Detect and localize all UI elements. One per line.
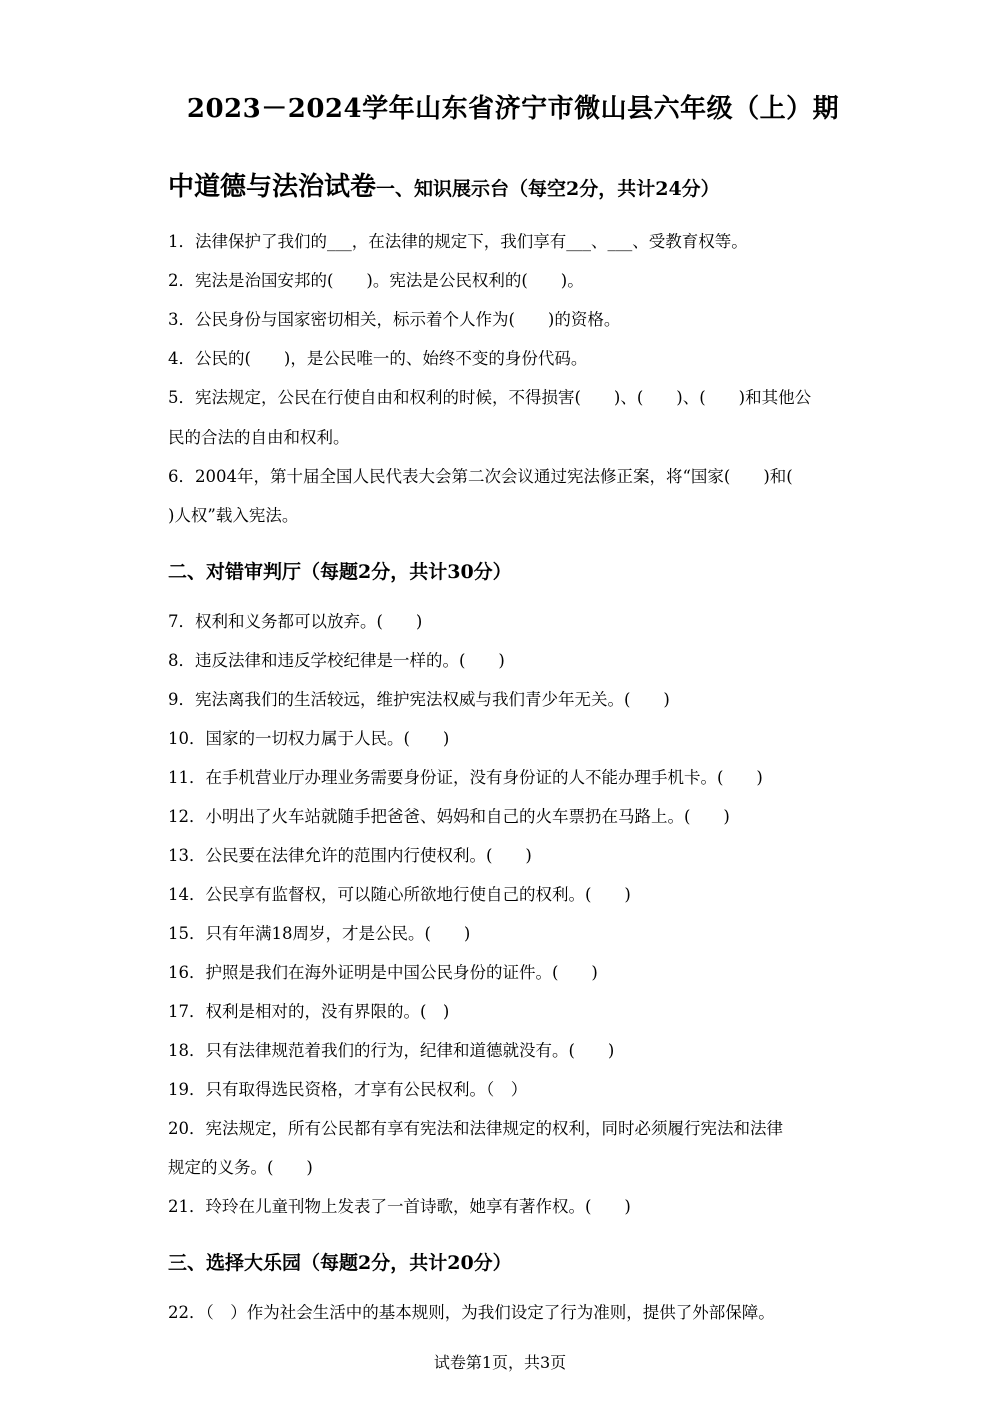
section2-heading: 二、对错审判厅（每题2分，共计30分）	[168, 561, 512, 583]
question-line: 规定的义务。( )	[168, 1158, 313, 1177]
question-line: 11．在手机营业厅办理业务需要身份证，没有身份证的人不能办理手机卡。( )	[168, 768, 763, 787]
section3-heading: 三、选择大乐园（每题2分，共计20分）	[168, 1252, 512, 1274]
question-line: 20．宪法规定，所有公民都有享有宪法和法律规定的权利，同时必须履行宪法和法律	[168, 1119, 783, 1138]
question-line: 9．宪法离我们的生活较远，维护宪法权威与我们青少年无关。( )	[168, 690, 670, 709]
question-line: )人权”载入宪法。	[168, 506, 299, 525]
question-line: 22．（ ）作为社会生活中的基本规则，为我们设定了行为准则，提供了外部保障。	[168, 1303, 775, 1322]
question-line: 1．法律保护了我们的___，在法律的规定下，我们享有___、___、受教育权等。	[168, 232, 748, 251]
question-line: 12．小明出了火车站就随手把爸爸、妈妈和自己的火车票扔在马路上。( )	[168, 807, 730, 826]
question-line: 10．国家的一切权力属于人民。( )	[168, 729, 450, 748]
question-line: 19．只有取得选民资格，才享有公民权利。（ ）	[168, 1080, 528, 1099]
exam-title-line2	[168, 166, 720, 203]
question-line: 15．只有年满18周岁，才是公民。( )	[168, 924, 471, 943]
question-line: 14．公民享有监督权，可以随心所欲地行使自己的权利。( )	[168, 885, 631, 904]
exam-title-continuation: 中道德与法治试卷	[168, 172, 377, 202]
question-line: 8．违反法律和违反学校纪律是一样的。( )	[168, 651, 505, 670]
exam-title-line1: 2023－2024学年山东省济宁市微山县六年级（上）期	[186, 94, 840, 124]
question-line: 5．宪法规定，公民在行使自由和权利的时候，不得损害( )、( )、( )和其他公	[168, 388, 812, 407]
question-line: 16．护照是我们在海外证明是中国公民身份的证件。( )	[168, 963, 598, 982]
page-footer: 试卷第1页，共3页	[433, 1353, 567, 1372]
question-line: 2．宪法是治国安邦的( )。宪法是公民权利的( )。	[168, 271, 584, 290]
question-line: 4．公民的( )，是公民唯一的、始终不变的身份代码。	[168, 349, 588, 368]
question-line: 21．玲玲在儿童刊物上发表了一首诗歌，她享有著作权。( )	[168, 1197, 631, 1216]
section1-heading: 一、知识展示台（每空2分，共计24分）	[376, 178, 720, 200]
question-line: 3．公民身份与国家密切相关，标示着个人作为( )的资格。	[168, 310, 621, 329]
question-line: 13．公民要在法律允许的范围内行使权利。( )	[168, 846, 532, 865]
question-line: 7．权利和义务都可以放弃。( )	[168, 612, 423, 631]
question-line: 17．权利是相对的，没有界限的。( )	[168, 1002, 450, 1021]
question-line: 18．只有法律规范着我们的行为，纪律和道德就没有。( )	[168, 1041, 615, 1060]
question-line: 民的合法的自由和权利。	[168, 428, 350, 447]
question-line: 6．2004年，第十届全国人民代表大会第二次会议通过宪法修正案，将“国家( )和(	[168, 467, 793, 486]
